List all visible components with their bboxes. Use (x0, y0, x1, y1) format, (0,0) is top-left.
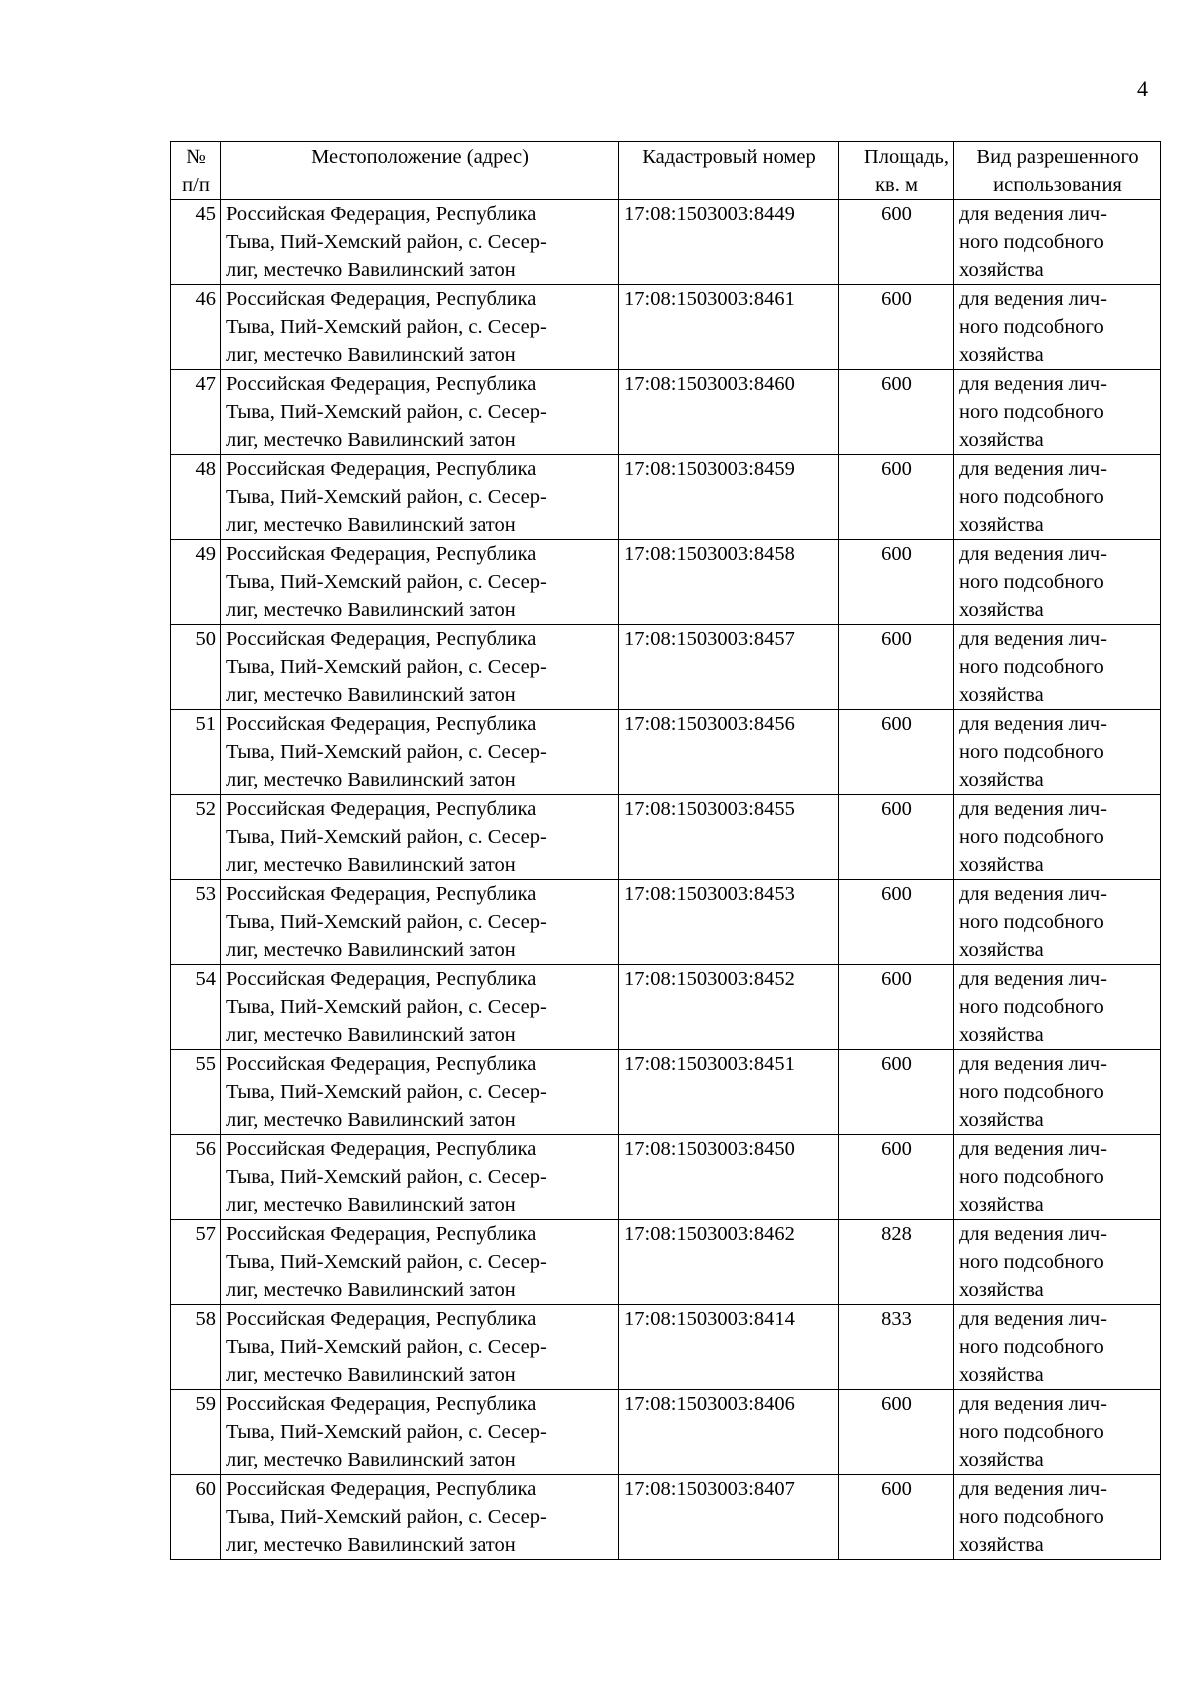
address-line: Тыва, Пий-Хемский район, с. Сесер- (226, 1421, 547, 1443)
address-line: Российская Федерация, Республика (226, 883, 537, 905)
use-line: для ведения лич- (959, 628, 1107, 650)
address-line: Российская Федерация, Республика (226, 713, 537, 735)
row-address (221, 455, 619, 540)
use-line: ного подсобного (959, 826, 1104, 848)
table-header (171, 142, 1161, 200)
table-row (171, 455, 1161, 540)
use-line: хозяйства (959, 854, 1044, 876)
use-line: хозяйства (959, 1449, 1044, 1471)
row-cadastral-number: 17:08:1503003:8458 (619, 540, 839, 625)
row-area: 600 (839, 200, 954, 285)
row-area: 600 (839, 965, 954, 1050)
header-address (221, 142, 619, 200)
table-row (171, 965, 1161, 1050)
row-cadastral-number: 17:08:1503003:8456 (619, 710, 839, 795)
row-area: 600 (839, 1390, 954, 1475)
header-use (954, 142, 1161, 200)
table-row (171, 880, 1161, 965)
row-address (221, 1050, 619, 1135)
use-line: хозяйства (959, 684, 1044, 706)
table-row (171, 370, 1161, 455)
address-line: Тыва, Пий-Хемский район, с. Сесер- (226, 316, 547, 338)
address-line: лиг, местечко Вавилинский затон (226, 514, 516, 536)
address-line: лиг, местечко Вавилинский затон (226, 1194, 516, 1216)
address-line: лиг, местечко Вавилинский затон (226, 854, 516, 876)
use-line: для ведения лич- (959, 1138, 1107, 1160)
row-cadastral-number: 17:08:1503003:8407 (619, 1475, 839, 1560)
row-cadastral-number: 17:08:1503003:8453 (619, 880, 839, 965)
header-number-line: п/п (182, 174, 210, 196)
row-number: 50 (171, 625, 221, 710)
row-permitted-use (954, 200, 1161, 285)
use-line: ного подсобного (959, 1506, 1104, 1528)
land-plots-table (170, 141, 1161, 1560)
row-area: 600 (839, 455, 954, 540)
use-line: ного подсобного (959, 1251, 1104, 1273)
use-line: хозяйства (959, 1024, 1044, 1046)
address-line: Тыва, Пий-Хемский район, с. Сесер- (226, 231, 547, 253)
use-line: для ведения лич- (959, 968, 1107, 990)
table-row (171, 285, 1161, 370)
address-line: лиг, местечко Вавилинский затон (226, 1364, 516, 1386)
use-line: хозяйства (959, 429, 1044, 451)
use-line: для ведения лич- (959, 288, 1107, 310)
table-row (171, 1220, 1161, 1305)
use-line: для ведения лич- (959, 373, 1107, 395)
row-address (221, 710, 619, 795)
address-line: лиг, местечко Вавилинский затон (226, 599, 516, 621)
row-area: 600 (839, 795, 954, 880)
row-area: 600 (839, 1475, 954, 1560)
row-number: 58 (171, 1305, 221, 1390)
header-area-line: кв. м (875, 174, 918, 196)
address-line: Российская Федерация, Республика (226, 628, 537, 650)
use-line: ного подсобного (959, 911, 1104, 933)
row-address (221, 1475, 619, 1560)
row-address (221, 1135, 619, 1220)
address-line: Российская Федерация, Республика (226, 968, 537, 990)
address-line: Тыва, Пий-Хемский район, с. Сесер- (226, 1336, 547, 1358)
use-line: для ведения лич- (959, 543, 1107, 565)
use-line: для ведения лич- (959, 1478, 1107, 1500)
address-line: Тыва, Пий-Хемский район, с. Сесер- (226, 1506, 547, 1528)
header-area (839, 142, 954, 200)
table-row (171, 1305, 1161, 1390)
row-number: 47 (171, 370, 221, 455)
row-address (221, 285, 619, 370)
address-line: лиг, местечко Вавилинский затон (226, 344, 516, 366)
address-line: лиг, местечко Вавилинский затон (226, 684, 516, 706)
row-address (221, 370, 619, 455)
row-address (221, 540, 619, 625)
row-cadastral-number: 17:08:1503003:8457 (619, 625, 839, 710)
address-line: Российская Федерация, Республика (226, 203, 537, 225)
row-area: 833 (839, 1305, 954, 1390)
address-line: Российская Федерация, Республика (226, 543, 537, 565)
row-permitted-use (954, 1050, 1161, 1135)
use-line: для ведения лич- (959, 1393, 1107, 1415)
row-area: 600 (839, 710, 954, 795)
table-row (171, 1475, 1161, 1560)
row-address (221, 1305, 619, 1390)
row-address (221, 1390, 619, 1475)
use-line: для ведения лич- (959, 798, 1107, 820)
use-line: хозяйства (959, 259, 1044, 281)
header-cadastral (619, 142, 839, 200)
address-line: лиг, местечко Вавилинский затон (226, 1534, 516, 1556)
row-cadastral-number: 17:08:1503003:8451 (619, 1050, 839, 1135)
row-cadastral-number: 17:08:1503003:8450 (619, 1135, 839, 1220)
header-number-line: № (186, 146, 206, 168)
row-cadastral-number: 17:08:1503003:8460 (619, 370, 839, 455)
table-row (171, 625, 1161, 710)
row-permitted-use (954, 1305, 1161, 1390)
row-number: 51 (171, 710, 221, 795)
address-line: Российская Федерация, Республика (226, 458, 537, 480)
use-line: ного подсобного (959, 741, 1104, 763)
row-cadastral-number: 17:08:1503003:8459 (619, 455, 839, 540)
use-line: для ведения лич- (959, 883, 1107, 905)
use-line: для ведения лич- (959, 1308, 1107, 1330)
row-area: 600 (839, 285, 954, 370)
use-line: для ведения лич- (959, 203, 1107, 225)
page-number: 4 (1137, 76, 1148, 101)
header-use-line: Вид разрешенного (976, 146, 1139, 168)
use-line: хозяйства (959, 1279, 1044, 1301)
address-line: лиг, местечко Вавилинский затон (226, 939, 516, 961)
address-line: Тыва, Пий-Хемский район, с. Сесер- (226, 996, 547, 1018)
address-line: лиг, местечко Вавилинский затон (226, 1109, 516, 1131)
header-address-line: Местоположение (адрес) (311, 146, 529, 168)
use-line: хозяйства (959, 344, 1044, 366)
table-row (171, 540, 1161, 625)
address-line: Тыва, Пий-Хемский район, с. Сесер- (226, 911, 547, 933)
header-area-line: Площадь, (863, 146, 949, 168)
address-line: Российская Федерация, Республика (226, 798, 537, 820)
use-line: хозяйства (959, 1109, 1044, 1131)
row-number: 59 (171, 1390, 221, 1475)
row-number: 56 (171, 1135, 221, 1220)
address-line: Тыва, Пий-Хемский район, с. Сесер- (226, 1081, 547, 1103)
header-use-line: использования (993, 174, 1122, 196)
use-line: ного подсобного (959, 1336, 1104, 1358)
row-number: 53 (171, 880, 221, 965)
address-line: Российская Федерация, Республика (226, 1308, 537, 1330)
row-area: 828 (839, 1220, 954, 1305)
row-permitted-use (954, 880, 1161, 965)
use-line: хозяйства (959, 939, 1044, 961)
use-line: ного подсобного (959, 401, 1104, 423)
row-cadastral-number: 17:08:1503003:8461 (619, 285, 839, 370)
row-number: 48 (171, 455, 221, 540)
row-permitted-use (954, 285, 1161, 370)
row-address (221, 200, 619, 285)
row-area: 600 (839, 1050, 954, 1135)
header-cadastral-line: Кадастровый номер (642, 146, 816, 168)
address-line: лиг, местечко Вавилинский затон (226, 259, 516, 281)
row-permitted-use (954, 1135, 1161, 1220)
row-permitted-use (954, 1220, 1161, 1305)
table-row (171, 200, 1161, 285)
row-area: 600 (839, 540, 954, 625)
row-cadastral-number: 17:08:1503003:8406 (619, 1390, 839, 1475)
use-line: для ведения лич- (959, 1223, 1107, 1245)
row-address (221, 1220, 619, 1305)
table-body (171, 200, 1161, 1560)
use-line: хозяйства (959, 514, 1044, 536)
row-cadastral-number: 17:08:1503003:8455 (619, 795, 839, 880)
row-permitted-use (954, 965, 1161, 1050)
address-line: Российская Федерация, Республика (226, 1053, 537, 1075)
row-number: 46 (171, 285, 221, 370)
row-permitted-use (954, 710, 1161, 795)
row-cadastral-number: 17:08:1503003:8449 (619, 200, 839, 285)
row-area: 600 (839, 1135, 954, 1220)
address-line: лиг, местечко Вавилинский затон (226, 429, 516, 451)
row-number: 52 (171, 795, 221, 880)
table-row (171, 1390, 1161, 1475)
address-line: Тыва, Пий-Хемский район, с. Сесер- (226, 826, 547, 848)
address-line: Тыва, Пий-Хемский район, с. Сесер- (226, 1166, 547, 1188)
address-line: лиг, местечко Вавилинский затон (226, 1024, 516, 1046)
use-line: хозяйства (959, 1364, 1044, 1386)
use-line: для ведения лич- (959, 1053, 1107, 1075)
header-number (171, 142, 221, 200)
use-line: ного подсобного (959, 486, 1104, 508)
row-permitted-use (954, 1475, 1161, 1560)
row-area: 600 (839, 370, 954, 455)
row-number: 57 (171, 1220, 221, 1305)
address-line: Российская Федерация, Республика (226, 1223, 537, 1245)
use-line: хозяйства (959, 769, 1044, 791)
address-line: Тыва, Пий-Хемский район, с. Сесер- (226, 1251, 547, 1273)
table-row (171, 795, 1161, 880)
address-line: лиг, местечко Вавилинский затон (226, 769, 516, 791)
row-address (221, 965, 619, 1050)
address-line: Тыва, Пий-Хемский район, с. Сесер- (226, 401, 547, 423)
address-line: Тыва, Пий-Хемский район, с. Сесер- (226, 741, 547, 763)
table-row (171, 1050, 1161, 1135)
row-address (221, 880, 619, 965)
table-row (171, 710, 1161, 795)
use-line: для ведения лич- (959, 458, 1107, 480)
row-address (221, 795, 619, 880)
use-line: ного подсобного (959, 1421, 1104, 1443)
address-line: Тыва, Пий-Хемский район, с. Сесер- (226, 486, 547, 508)
use-line: ного подсобного (959, 1166, 1104, 1188)
address-line: Российская Федерация, Республика (226, 288, 537, 310)
row-area: 600 (839, 880, 954, 965)
row-permitted-use (954, 540, 1161, 625)
use-line: хозяйства (959, 1534, 1044, 1556)
address-line: Российская Федерация, Республика (226, 1138, 537, 1160)
use-line: ного подсобного (959, 996, 1104, 1018)
row-number: 54 (171, 965, 221, 1050)
address-line: Российская Федерация, Республика (226, 1478, 537, 1500)
row-permitted-use (954, 1390, 1161, 1475)
row-cadastral-number: 17:08:1503003:8414 (619, 1305, 839, 1390)
table-row (171, 1135, 1161, 1220)
row-permitted-use (954, 795, 1161, 880)
row-address (221, 625, 619, 710)
row-number: 55 (171, 1050, 221, 1135)
use-line: ного подсобного (959, 656, 1104, 678)
use-line: ного подсобного (959, 231, 1104, 253)
address-line: Тыва, Пий-Хемский район, с. Сесер- (226, 656, 547, 678)
use-line: ного подсобного (959, 1081, 1104, 1103)
row-area: 600 (839, 625, 954, 710)
address-line: лиг, местечко Вавилинский затон (226, 1449, 516, 1471)
row-cadastral-number: 17:08:1503003:8462 (619, 1220, 839, 1305)
address-line: Российская Федерация, Республика (226, 1393, 537, 1415)
address-line: Российская Федерация, Республика (226, 373, 537, 395)
address-line: Тыва, Пий-Хемский район, с. Сесер- (226, 571, 547, 593)
address-line: лиг, местечко Вавилинский затон (226, 1279, 516, 1301)
row-number: 45 (171, 200, 221, 285)
row-permitted-use (954, 455, 1161, 540)
use-line: ного подсобного (959, 316, 1104, 338)
row-permitted-use (954, 625, 1161, 710)
row-permitted-use (954, 370, 1161, 455)
use-line: хозяйства (959, 1194, 1044, 1216)
use-line: хозяйства (959, 599, 1044, 621)
row-number: 49 (171, 540, 221, 625)
use-line: для ведения лич- (959, 713, 1107, 735)
row-cadastral-number: 17:08:1503003:8452 (619, 965, 839, 1050)
row-number: 60 (171, 1475, 221, 1560)
use-line: ного подсобного (959, 571, 1104, 593)
